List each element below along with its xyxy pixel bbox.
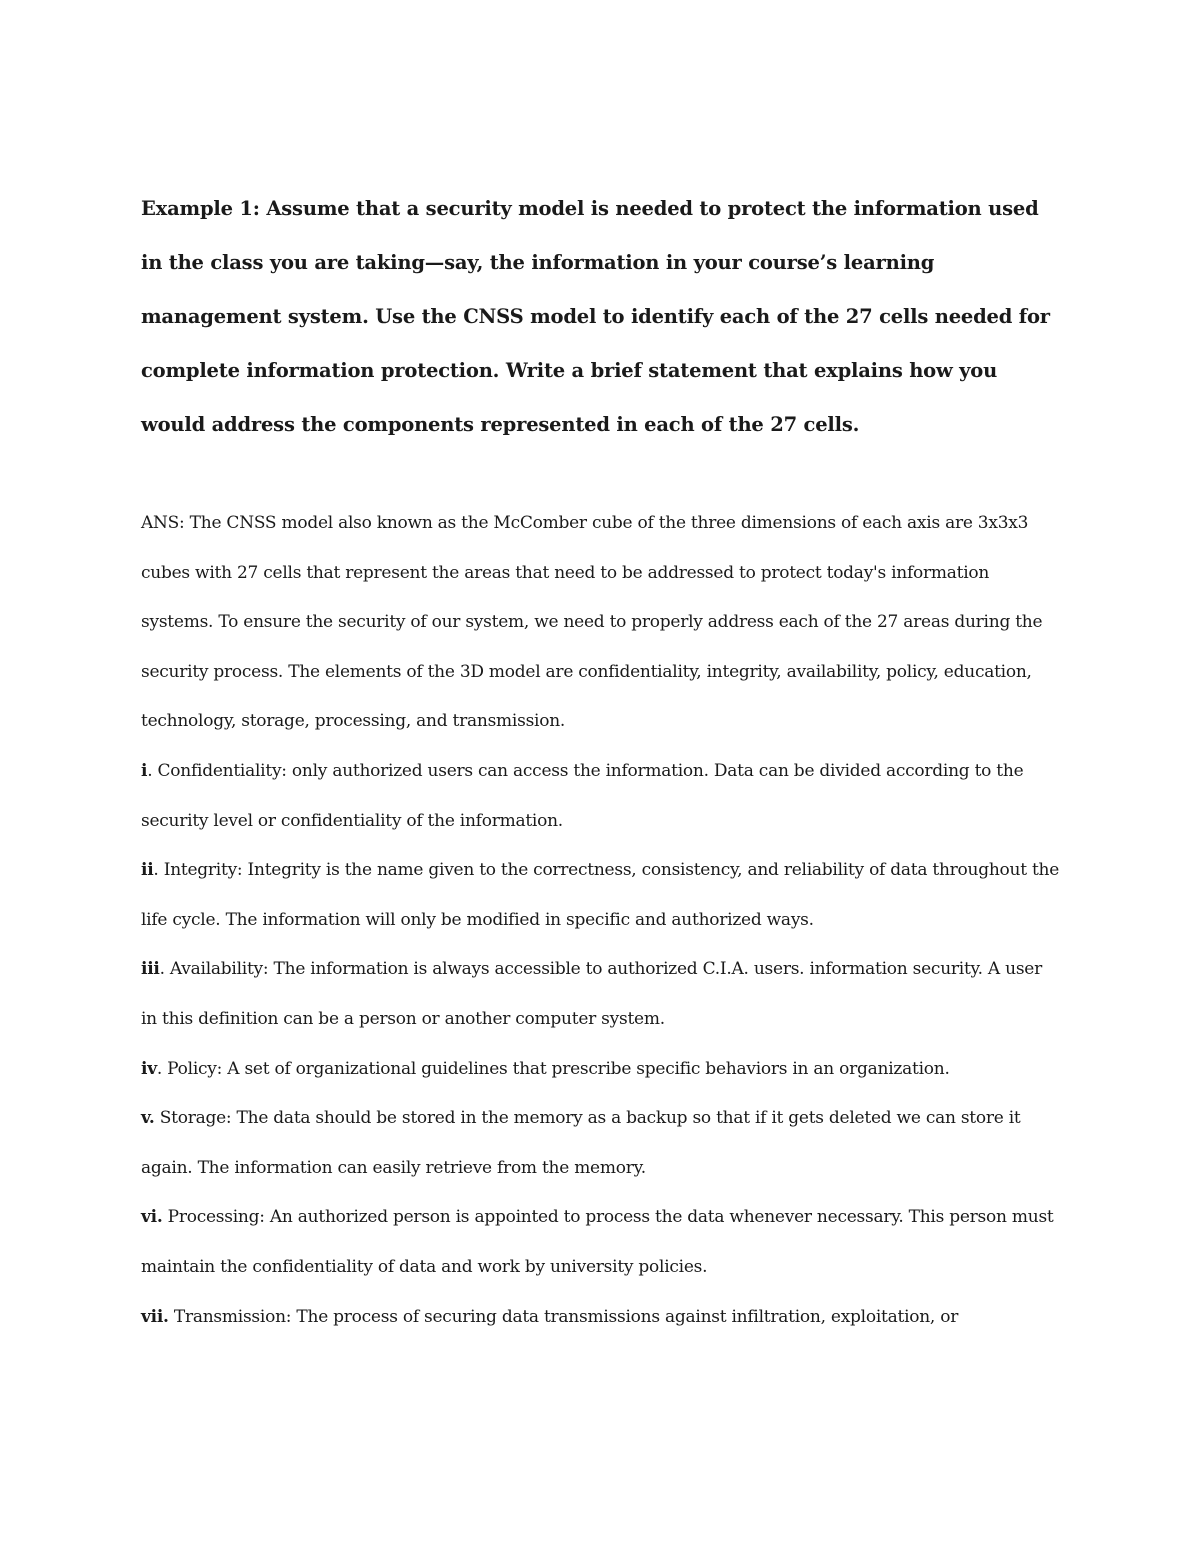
item-separator: . [159,959,165,980]
item-number: ii [141,860,154,881]
list-item [141,1293,1061,1343]
item-separator: . [153,860,159,881]
item-separator: . [147,760,153,781]
answer-section [141,499,1061,1342]
document-page [141,0,1061,1553]
item-separator: . [156,1058,162,1079]
item-text: Processing: An authorized person is appointed to process the data whenever necessary. This person must maintain the confidentiality of data and work by university policies. [141,1207,1054,1277]
item-text: Transmission: The process of securing data transmissions against infiltration, exploitation, or [168,1306,959,1327]
list-item [141,1045,1061,1095]
item-number: i [141,760,148,781]
list-item [141,1094,1061,1193]
item-number: vii. [141,1306,169,1327]
list-item [141,945,1061,1044]
item-text: Storage: The data should be stored in the memory as a backup so that if it gets deleted we can store it again. The information can easily retrieve from the memory. [141,1108,1021,1178]
item-text: Integrity: Integrity is the name given to the correctness, consistency, and reliability of data throughout the life cycle. The information will only be modified in specific and authorized ways. [141,860,1060,930]
list-item [141,1193,1061,1292]
item-number: iii [141,959,160,980]
item-text: Availability: The information is always accessible to authorized C.I.A. users. information security. A user in this definition can be a person or another computer system. [141,959,1042,1029]
item-number: v. [141,1108,155,1129]
item-number: vi. [141,1207,163,1228]
list-item [141,846,1061,945]
question-text: Example 1: Assume that a security model is needed to protect the information used in the class you are taking—say, the information in your course’s learning management system. Use the CNSS model to identify each of the 27 cells needed for complete information protection. Write a brief statement that explains how you would address the components represented in each of the 27 cells. [141,197,1050,436]
item-text: Confidentiality: only authorized users can access the information. Data can be divided according to the security level or confidentiality of the information. [141,760,1024,831]
item-number: iv [141,1058,157,1079]
list-item [141,747,1061,846]
item-text: Policy: A set of organizational guidelines that prescribe specific behaviors in an organization. [162,1058,950,1079]
answer-intro: ANS: The CNSS model also known as the McComber cube of the three dimensions of each axis are 3x3x3 cubes with 27 cells that represent the areas that need to be addressed to protect today's information systems. To ensure the security of our system, we need to properly address each of the 27 areas during the security process. The elements of the 3D model are confidentiality, integrity, availability, policy, education, technology, storage, processing, and transmission. [141,513,1043,732]
